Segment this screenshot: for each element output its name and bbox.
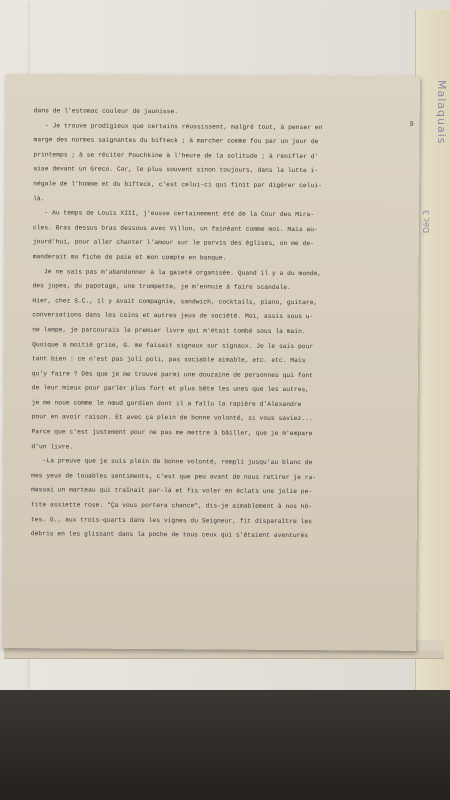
page-number: 9 (409, 120, 414, 129)
text-line: ne lampe, je parcourais le premier livre qui m'était tombé sous la main. (32, 326, 306, 336)
text-line: pour en avoir raison. Et avec ça plein de bonne volonté, si vous saviez... (31, 413, 313, 423)
text-line: massai un marteau qui traînait par-là et fis voler en éclats une jolie pe- (31, 486, 313, 496)
text-line: manderait ma fiche de paie et mon compte en banque. (32, 253, 227, 262)
text-line: aise devant un Greco. Car, le plus souvent sinon toujours, dans la lutte i- (33, 165, 319, 175)
text-line: de leur mieux pour parler plus fort et plus bête les unes que les autres, (31, 384, 310, 394)
text-line: printemps ; à se réciter Pouchkine à l'heure de la solitude ; à renifler d' (33, 150, 319, 160)
text-line: conversations dans les coins et autres jeux de société. Moi, assis sous u- (32, 311, 314, 321)
page-body (31, 104, 398, 544)
margin-note: Déc 3 (422, 210, 431, 234)
text-line: -La preuve que je suis plein de bonne volonté, rempli jusqu'au blanc de (31, 457, 313, 467)
text-line: négale de l'homme et du bifteck, c'est celui-ci qui finit par digérer celui- (33, 180, 322, 190)
text-line: - Je trouve prodigieux que certains réussissent, malgré tout, à penser en (33, 121, 323, 131)
text-line: là. (33, 194, 45, 202)
text-line: Hier, chez S.C., il y avait compagnie, sandwich, cocktails, piano, guitare, (32, 296, 318, 306)
text-line: cles. Bras dessus bras dessous avec Villon, un fainéant comme moi. Mais au- (32, 223, 318, 233)
text-line: jourd'hui, pour aller chanter l'amour sur le parvis des églises, on me de- (32, 238, 314, 248)
text-line: qu'y faire ? Dès que je me trouve parmi une douzaine de personnes qui font (31, 369, 314, 379)
desk-surface (0, 690, 450, 800)
text-line: tite assiette rose. "Ça vous portera chance", dis-je aimablement à nos hô- (30, 501, 313, 511)
text-line: marge des normes saignantes du bifteck ; à marcher comme fou par un jour de (33, 136, 319, 146)
text-line: tant bien : ce n'est pas joli poli, pas sociable aimable, etc. etc. Mais (31, 355, 306, 365)
folder-edge (415, 10, 450, 710)
text-line: Parce que c'est justement pour ne pas me mettre à bâiller, que je m'empare (31, 428, 313, 438)
text-line: Je ne sais pas m'abandonner à la gaieté organisée. Quand il y a du monde, (32, 267, 322, 277)
text-line: d'un livre. (31, 442, 74, 451)
folder-tab-label: Malaquais (435, 80, 448, 145)
text-line: Quoique à moitié grise, G. me faisait signaux sur signaux. Je le sais pour (32, 340, 314, 350)
text-line: - Au temps de Louis XIII, j'eusse certainement été de la Cour des Mira- (33, 209, 315, 219)
text-line: je me noue comme le nœud gordien dont il a fallu la rapière d'Alexandre (31, 399, 302, 408)
text-line: mes yeux de louables sentiments, c'est que peu avant de nous retirer je ra- (31, 472, 317, 482)
text-line: dans de l'estomac couleur de jaunisse. (33, 107, 179, 116)
text-line: débris en les glissant dans la poche de tous ceux qui s'étaient aventurés (30, 530, 309, 540)
text-line: tes. G., aux trois-quarts dans les vignes du Seigneur, fit disparaître les (30, 515, 313, 525)
typewritten-page (2, 74, 420, 651)
paper-stack-edge (4, 650, 444, 659)
text-line: des jupes, du papotage, une trompette, je m'ennuie à faire scandale. (32, 282, 291, 292)
